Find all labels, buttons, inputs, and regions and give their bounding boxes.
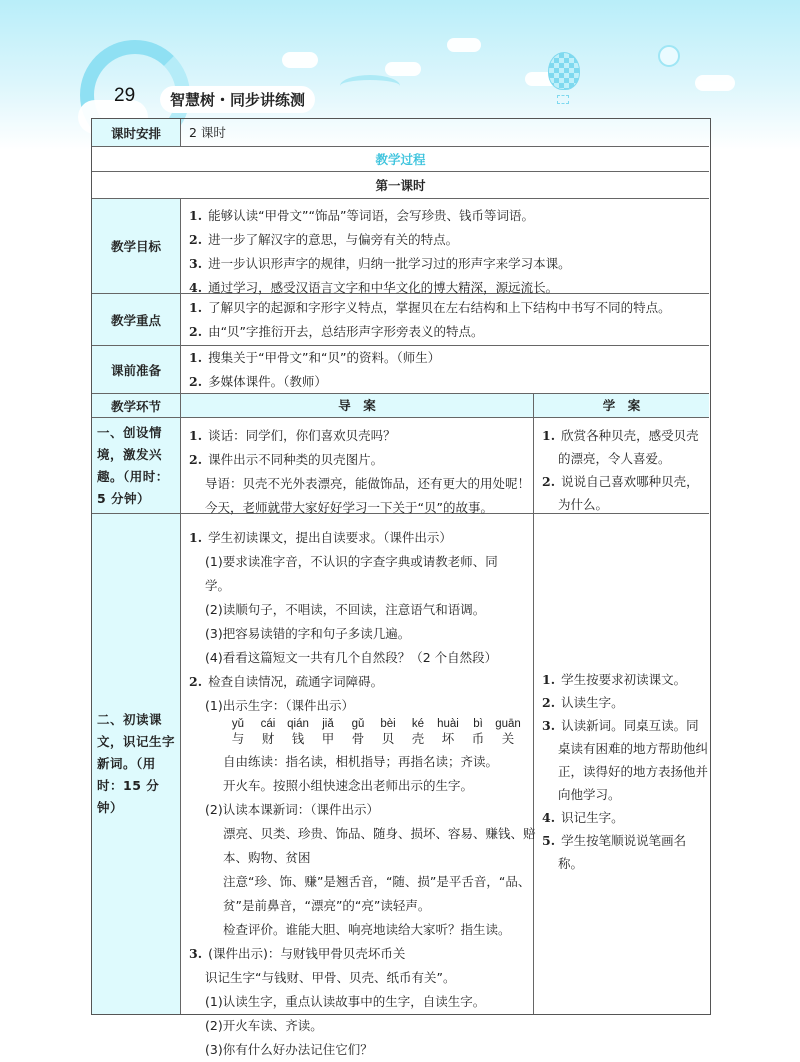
pinyin: bì bbox=[473, 718, 483, 730]
item-text: 欣赏各种贝壳，感受贝壳的漂亮，令人喜爱。 bbox=[558, 428, 699, 466]
item-text: 导语：贝壳不光外表漂亮，能做饰品，还有更大的用处呢！ bbox=[205, 476, 531, 491]
item-text: 由“贝”字推衍开去，总结形声字形旁表义的特点。 bbox=[208, 324, 484, 339]
list-item bbox=[189, 846, 533, 870]
stage1-guide bbox=[181, 418, 534, 513]
item-number: 1. bbox=[189, 208, 203, 223]
pinyin: bèi bbox=[380, 718, 396, 730]
page-number: 29 bbox=[114, 85, 136, 106]
character: 坏 bbox=[441, 731, 455, 746]
list-item bbox=[189, 670, 533, 694]
goals-row bbox=[92, 199, 709, 294]
character: 骨 bbox=[351, 731, 365, 746]
stage2-study bbox=[534, 514, 709, 1014]
item-number: 1. bbox=[189, 530, 203, 545]
item-text: 开火车。按照小组快速念出老师出示的生字。 bbox=[223, 778, 474, 793]
list-item bbox=[189, 550, 533, 574]
item-text: 检查评价。谁能大胆、响亮地读给大家听？指生读。 bbox=[223, 922, 511, 937]
character: 钱 bbox=[291, 731, 305, 746]
item-number: 2. bbox=[542, 474, 556, 489]
list-item bbox=[189, 526, 533, 550]
column-header-row bbox=[92, 394, 709, 418]
stage2-guide-part-b bbox=[189, 750, 536, 1062]
item-text: (1)认读生字，重点认读故事中的生字，自读生字。 bbox=[205, 994, 486, 1009]
item-text: 学生按笔顺说说笔画名称。 bbox=[558, 833, 687, 871]
list-item bbox=[189, 424, 533, 448]
item-number: 2. bbox=[189, 232, 203, 247]
key-points-list bbox=[189, 294, 671, 345]
item-text: 进一步认识形声字的规律，归纳一批学习过的形声字来学习本课。 bbox=[208, 256, 571, 271]
pinyin: guān bbox=[495, 718, 521, 730]
preparation-list bbox=[189, 346, 440, 393]
study-column-header: 学 案 bbox=[602, 398, 641, 413]
list-item bbox=[189, 448, 533, 472]
hot-air-balloon-icon bbox=[548, 52, 580, 90]
character-row bbox=[189, 730, 533, 750]
item-text: (4)看看这篇短文一共有几个自然段？（2 个自然段） bbox=[205, 650, 498, 665]
key-points-row bbox=[92, 294, 709, 346]
guide-column-header: 导 案 bbox=[181, 394, 534, 417]
item-number: 2. bbox=[542, 695, 556, 710]
lesson-title: 第一课时 bbox=[375, 178, 426, 193]
list-item bbox=[542, 668, 709, 691]
list-item bbox=[542, 470, 709, 516]
item-text: 课件出示不同种类的贝壳图片。 bbox=[208, 452, 384, 467]
item-text: 多媒体课件。（教师） bbox=[208, 374, 327, 389]
item-number: 3. bbox=[542, 718, 556, 733]
list-item bbox=[542, 806, 709, 829]
list-item bbox=[542, 424, 709, 470]
list-item bbox=[189, 622, 533, 646]
item-text: 能够认读“甲骨文”“饰品”等词语，会写珍贵、钱币等词语。 bbox=[208, 208, 534, 223]
stage1-label: 一、创设情境，激发兴趣。（用时：5 分钟） bbox=[92, 418, 181, 513]
item-number: 2. bbox=[189, 324, 203, 339]
stage-column-header: 教学环节 bbox=[92, 394, 181, 417]
list-item bbox=[189, 822, 536, 846]
cloud-icon bbox=[695, 75, 735, 91]
item-number: 2. bbox=[189, 674, 203, 689]
item-text: (3)把容易读错的字和句子多读几遍。 bbox=[205, 626, 411, 641]
pinyin: cái bbox=[260, 718, 276, 730]
item-text: 认读生字。 bbox=[561, 695, 624, 710]
item-number: 1. bbox=[542, 428, 556, 443]
balloon-basket-icon bbox=[557, 95, 569, 104]
item-number: 1. bbox=[189, 300, 203, 315]
item-text: 识记生字。 bbox=[561, 810, 624, 825]
item-text: 自由练读：指名读，相机指导；再指名读；齐读。 bbox=[223, 754, 499, 769]
item-number: 5. bbox=[542, 833, 556, 848]
process-title-row bbox=[92, 147, 709, 172]
item-text: 进一步了解汉字的意思，与偏旁有关的特点。 bbox=[208, 232, 459, 247]
list-item bbox=[189, 472, 533, 496]
process-title: 教学过程 bbox=[375, 152, 426, 167]
book-title: 智慧树・同步讲练测 bbox=[160, 86, 315, 113]
pinyin: yǔ bbox=[231, 718, 245, 730]
sun-icon bbox=[658, 45, 680, 67]
character: 币 bbox=[471, 731, 485, 746]
item-text: 注意“珍、饰、赚”是翘舌音，“随、损”是平舌音，“品、 bbox=[223, 874, 531, 889]
pinyin: jiǎ bbox=[322, 718, 334, 730]
item-text: 漂亮、贝类、珍贵、饰品、随身、损坏、容易、赚钱、赔 bbox=[223, 826, 536, 841]
item-number: 3. bbox=[189, 946, 203, 961]
item-text: 谈话：同学们，你们喜欢贝壳吗？ bbox=[208, 428, 396, 443]
lesson-title-row bbox=[92, 172, 709, 199]
list-item bbox=[189, 966, 533, 990]
list-item bbox=[189, 320, 671, 344]
item-text: 搜集关于“甲骨文”和“贝”的资料。（师生） bbox=[208, 350, 441, 365]
cloud-icon bbox=[385, 62, 421, 76]
character: 贝 bbox=[381, 731, 395, 746]
item-text: 学生按要求初读课文。 bbox=[561, 672, 687, 687]
item-text: (1)要求读准字音，不认识的字查字典或请教老师、同 bbox=[205, 554, 498, 569]
list-item bbox=[189, 346, 440, 370]
list-item bbox=[189, 204, 571, 228]
list-item bbox=[189, 646, 533, 670]
list-item bbox=[189, 870, 533, 894]
item-text: 通过学习，感受汉语言文字和中华文化的博大精深，源远流长。 bbox=[208, 280, 559, 295]
character: 壳 bbox=[411, 731, 425, 746]
item-text: 说说自己喜欢哪种贝壳，为什么。 bbox=[558, 474, 699, 512]
pinyin: huài bbox=[437, 718, 459, 730]
item-text: 贫”是前鼻音，“漂亮”的“亮”读轻声。 bbox=[223, 898, 431, 913]
item-text: 认读新词。同桌互读。同桌读有困难的地方帮助他纠正，读得好的地方表扬他并向他学习。 bbox=[558, 718, 709, 802]
glider-icon bbox=[340, 75, 400, 97]
list-item bbox=[189, 1038, 533, 1062]
list-item bbox=[542, 691, 709, 714]
stage2-label: 二、初读课文，识记生字新词。（用时：15 分钟） bbox=[92, 514, 181, 1014]
goals-list bbox=[189, 199, 571, 293]
list-item bbox=[189, 798, 533, 822]
pinyin: gǔ bbox=[351, 718, 365, 730]
item-number: 4. bbox=[189, 280, 203, 295]
list-item bbox=[189, 252, 571, 276]
item-number: 1. bbox=[189, 350, 203, 365]
list-item bbox=[189, 694, 533, 718]
character: 与 bbox=[231, 731, 245, 746]
stage1-study bbox=[534, 418, 709, 513]
item-text: (2)开火车读、齐读。 bbox=[205, 1018, 323, 1033]
item-text: 学。 bbox=[205, 578, 231, 593]
stage1-row bbox=[92, 418, 709, 514]
character: 关 bbox=[501, 731, 515, 746]
item-number: 2. bbox=[189, 374, 203, 389]
list-item bbox=[542, 829, 709, 875]
list-item bbox=[189, 574, 533, 598]
list-item bbox=[189, 942, 533, 966]
list-item bbox=[189, 598, 533, 622]
item-text: (2)读顺句子，不唱读，不回读，注意语气和语调。 bbox=[205, 602, 486, 617]
list-item bbox=[189, 370, 440, 394]
cloud-icon bbox=[282, 52, 318, 68]
preparation-label: 课前准备 bbox=[92, 346, 181, 393]
list-item bbox=[189, 296, 671, 320]
item-text: 检查自读情况，疏通字词障碍。 bbox=[208, 674, 384, 689]
stage2-row bbox=[92, 514, 709, 1057]
pinyin: qián bbox=[287, 718, 309, 730]
stage2-guide bbox=[181, 514, 536, 1057]
list-item bbox=[189, 750, 533, 774]
list-item bbox=[542, 714, 709, 806]
item-text: 了解贝字的起源和字形字义特点，掌握贝在左右结构和上下结构中书写不同的特点。 bbox=[208, 300, 671, 315]
preparation-row bbox=[92, 346, 709, 394]
item-number: 4. bbox=[542, 810, 556, 825]
stage2-guide-part-a bbox=[189, 526, 533, 718]
item-text: (3)你有什么好办法记住它们？ bbox=[205, 1042, 373, 1057]
key-points-label: 教学重点 bbox=[92, 294, 181, 345]
schedule-row bbox=[92, 119, 709, 147]
list-item bbox=[189, 1014, 533, 1038]
item-number: 2. bbox=[189, 452, 203, 467]
list-item bbox=[189, 774, 533, 798]
item-text: (2)认读本课新词：（课件出示） bbox=[205, 802, 379, 817]
list-item bbox=[189, 918, 533, 942]
item-text: 学生初读课文，提出自读要求。（课件出示） bbox=[208, 530, 452, 545]
item-text: (课件出示)：与财钱甲骨贝壳坏币关 bbox=[208, 946, 406, 961]
item-number: 1. bbox=[542, 672, 556, 687]
schedule-label: 课时安排 bbox=[92, 119, 181, 146]
pinyin: ké bbox=[411, 718, 425, 730]
item-text: 本、购物、贫困 bbox=[223, 850, 311, 865]
item-text: (1)出示生字：（课件出示） bbox=[205, 698, 354, 713]
schedule-value: 2 课时 bbox=[189, 125, 226, 140]
item-text: 识记生字“与钱财、甲骨、贝壳、纸币有关”。 bbox=[205, 970, 456, 985]
item-number: 3. bbox=[189, 256, 203, 271]
pinyin-row bbox=[189, 718, 533, 730]
goals-label: 教学目标 bbox=[92, 199, 181, 293]
character: 甲 bbox=[321, 731, 335, 746]
character: 财 bbox=[261, 731, 275, 746]
cloud-icon bbox=[447, 38, 481, 52]
item-number: 1. bbox=[189, 428, 203, 443]
item-text: 今天，老师就带大家好好学习一下关于“贝”的故事。 bbox=[205, 500, 493, 515]
list-item bbox=[189, 990, 533, 1014]
list-item bbox=[189, 496, 533, 520]
list-item bbox=[189, 228, 571, 252]
lesson-plan-table bbox=[91, 118, 711, 1057]
list-item bbox=[189, 894, 533, 918]
